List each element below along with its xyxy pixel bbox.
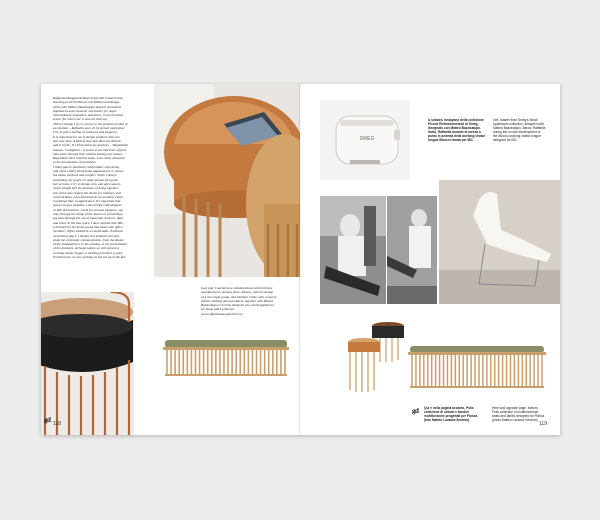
long-bench-illustration [406, 342, 548, 398]
intro-text-line: but also through the use of materials, textures, light [53, 216, 124, 221]
magazine-logo-right: gd [412, 407, 419, 415]
bench-illustration [159, 332, 293, 386]
magazine-spread [41, 84, 560, 435]
caption-toaster-italian [428, 118, 490, 143]
intro-text-line: an emotion – Raffaella says. In its formal expression [53, 126, 125, 131]
intro-text-line: I try to give a feeling of calmness and elegance. [53, 130, 118, 135]
photo-terracotta-side-table [154, 84, 300, 277]
intro-text-line: where people feel the pleasure of being together, [53, 186, 119, 191]
caption-line: collezione di sedute e tavolini [424, 410, 469, 415]
intro-text-line: a brand from the Lomo group that deals with office [53, 224, 123, 229]
intro-text-line: and is ironic. If I think about my teachers – Magistretti, [53, 143, 129, 148]
photo-bw-workshop-2 [387, 196, 437, 304]
caption-pianca-english-text [492, 406, 556, 422]
later-text-line: Bazzicalupo I recently designed new small appliances [201, 303, 275, 308]
intro-text-line: sector, for which she is also art director. [53, 117, 108, 122]
later-text-line: leather. Talking about products, together with Matteo [201, 298, 274, 303]
intro-text-line: I think spaces should be comfortable, welcoming [53, 164, 120, 169]
caption-line: Appliances collection, designed with [493, 122, 545, 127]
right-page [300, 84, 560, 435]
black-table-illustration [41, 292, 134, 435]
intro-text-line: international companies, and alone, in the furniture [53, 113, 124, 118]
later-text-column [201, 286, 297, 318]
later-text-line: for Smeg and La Pavoni. [201, 307, 235, 312]
bw-photo-2-illustration [387, 196, 437, 304]
intro-text-line: feel at home. I try to design cosy and open spaces, [53, 181, 122, 186]
caption-line: Qui e nella pagina accanto, Polis [424, 406, 474, 410]
caption-line: designed for IBC. [493, 138, 518, 143]
intro-text-line: but which also respect the desire for intimacy and [53, 190, 121, 195]
caption-line: seats and tables designed for Pianca [492, 414, 545, 419]
intro-text-line: Raffaella Mangiarotti deals both with research and [53, 96, 123, 100]
later-text-line: manufacturers. Among these, Pianca, with the design [201, 290, 274, 295]
intro-text-line: but about wellness and comfort. When I design [53, 173, 117, 178]
intro-text-line: only through the shape of the spaces or furnishings, [53, 212, 124, 217]
photo-stools [348, 320, 404, 398]
intro-text-line: Furthermore, we are working on the set-up at the fair. [53, 254, 127, 259]
intro-text-line: 'When I design I try to convey to the product an idea or [53, 121, 128, 126]
caption-line: A sinistra, tostapane della collezione [428, 118, 484, 122]
intro-text-line: to the permanence of aesthetics. [53, 160, 97, 165]
page-number-left: 118 [53, 421, 61, 427]
intro-text-column [53, 96, 153, 261]
intro-text-line: something, my goal is to make people feel good, [53, 177, 119, 182]
bw-photo-1-illustration [320, 196, 386, 304]
caption-line: the Bloccsi working chaise longue [493, 134, 541, 139]
later-text-line: www.raffaellamangiarotti.com [201, 311, 243, 316]
photo-white-chaise-longue [439, 180, 560, 304]
stools-illustration [348, 320, 404, 398]
caption-line: Here and opposite page, bottom, [492, 406, 539, 410]
intro-text-line: appliances and consumer electronics for major [53, 108, 118, 113]
caption-pianca-italian [424, 406, 488, 422]
chaise-longue-illustration [439, 180, 560, 304]
caption-line: disegnato con Matteo Bazzicalupo. [428, 126, 481, 131]
caption-line: longue Bloccsi ideata per IBC. [428, 138, 474, 143]
intro-text-line: working chaise longue, a meeting armchair, a pouf. [53, 250, 123, 255]
intro-text-line: last over time. A kind of sign that does not disturb [53, 138, 121, 143]
intro-text-line: of the products. At Supersalone we will present a [53, 246, 120, 251]
caption-pianca-italian-text [424, 406, 488, 422]
magazine-logo-left: gd [44, 416, 51, 424]
toaster-illustration [320, 100, 410, 180]
caption-line: Left, toaster from Smeg's Small [493, 118, 538, 122]
intro-text-line: and calm. I don't mind about appearances or status, [53, 169, 124, 174]
left-page [41, 84, 300, 435]
intro-text-line: or idle decorations. I look for sensual elegance, not [53, 207, 124, 212]
caption-line: Sotto, Raffaella durante la messa a [428, 130, 481, 135]
caption-line: (foto Matteo Lavazza Seranto). [424, 418, 471, 423]
later-text-line: of a new night group, and Opinion Ciatti, with a seat in [201, 294, 277, 299]
caption-line: Piccoli Elettrodomestici di Smeg, [428, 122, 479, 127]
intro-text-line: have gone through time without leaving our homes. [53, 151, 123, 156]
intro-text-line: and color. In the last years, I have worked with IBC, [53, 220, 124, 225]
intro-text-line: to feelings than to appearance. It's important that [53, 199, 121, 204]
caption-toaster-italian-text [428, 118, 490, 143]
caption-toaster-english-text [493, 118, 555, 143]
caption-line: punto in azienda della working chaise [428, 134, 486, 139]
toaster-brand-label: SMEG [359, 136, 375, 142]
intro-text-line: spaces convey empathy. I do not like cold elegance [53, 203, 123, 208]
intro-text-line: while with Matteo Bazzicalupo designs household [53, 104, 121, 109]
page-number-right: 119 [539, 421, 547, 427]
caption-line: multifunzione progettati per Pianca [424, 414, 478, 419]
caption-line: Matteo Bazzicalupo. Below, Raffaella [493, 126, 546, 131]
intro-text-line: Regardless their cultural value, I am really attracted [53, 156, 125, 161]
photo-black-side-table [41, 292, 134, 435]
later-text-line: Last year I started new collaborations with furniture [201, 286, 273, 290]
intro-text-line: of the headquarters, to the catalog, to the presentation [53, 242, 127, 247]
intro-text-line: Zanuso, Castiglioni – it seems to me that their objects [53, 147, 127, 152]
terracotta-table-illustration [154, 84, 300, 277]
intro-text-line: It is important for me to design products that can [53, 134, 120, 139]
caption-line: (photo Matteo Lavazza Seranto). [492, 418, 539, 423]
caption-line: Polis collection of multifunctional [492, 410, 538, 415]
caption-line: during the on-site development of [493, 130, 541, 135]
intro-text-line: study the corporate communication, from the design [53, 237, 124, 242]
photo-long-bench [406, 342, 548, 398]
intro-text-line: concentration. I am interested in an aesthetic closer [53, 194, 124, 199]
intro-text-line: furniture. Office should be a comfortable, fluid and [53, 229, 123, 234]
photo-bench [159, 332, 293, 386]
intro-text-line: welcoming space. I design new products but also [53, 233, 120, 238]
caption-toaster-english [493, 118, 555, 143]
intro-text-line: teaching at the Politecnico di Milano and design, [53, 100, 121, 105]
caption-pianca-english [492, 406, 556, 422]
intro-paragraph [53, 96, 153, 259]
photo-smeg-toaster [320, 100, 410, 180]
later-paragraph [201, 286, 297, 316]
photo-bw-workshop-1 [320, 196, 386, 304]
